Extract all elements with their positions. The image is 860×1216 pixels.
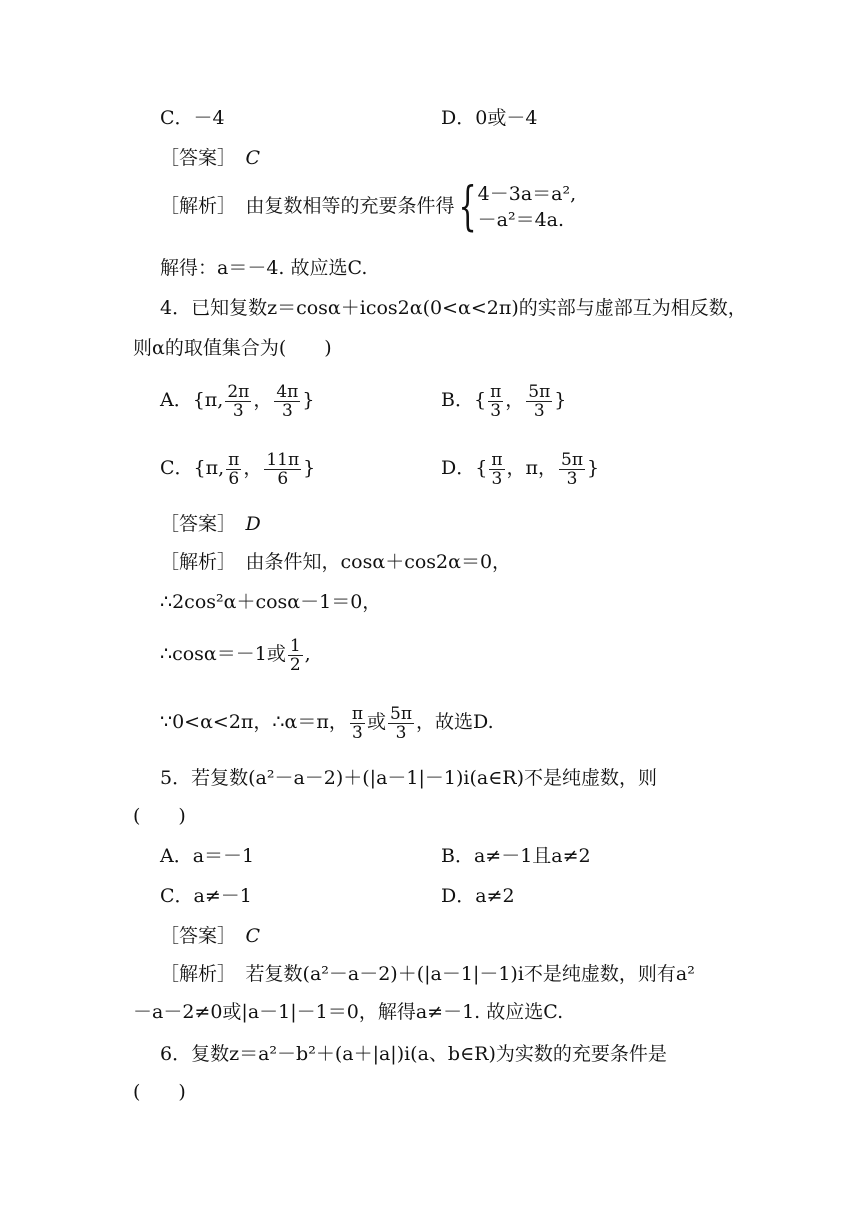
option-prefix: A．{π, — [160, 389, 224, 411]
fraction — [488, 383, 503, 420]
separator: ，π， — [506, 457, 558, 479]
analysis-text: 若复数(a²－a－2)＋(|a－1|－1)i不是纯虚数，则有a² — [245, 963, 695, 985]
numerator: 5π — [390, 703, 413, 724]
numerator: 5π — [561, 449, 584, 470]
q5-option-a: A．a＝－1 — [160, 845, 255, 867]
denominator: 3 — [352, 722, 363, 743]
fraction — [274, 383, 300, 420]
equation-system — [478, 181, 577, 233]
q6-stem-line2: ( ) — [133, 1081, 186, 1103]
answer-value: C — [245, 925, 261, 947]
q6-stem-line1: 6．复数z＝a²－b²＋(a＋|a|)i(a、b∈R)为实数的充要条件是 — [160, 1043, 667, 1065]
q4-analysis — [160, 550, 511, 574]
numerator: π — [491, 449, 503, 470]
step-text: ∵0<α<2π，∴α＝π， — [160, 711, 348, 733]
q5-stem-line1: 5．若复数(a²－a－2)＋(|a－1|－1)i(a∈R)不是纯虚数，则 — [160, 767, 658, 789]
separator: ， — [505, 389, 525, 411]
q4-stem-line1: 4．已知复数z＝cosα＋icos2α(0<α<2π)的实部与虚部互为相反数， — [160, 297, 747, 319]
fraction — [388, 705, 414, 742]
answer-value: C — [245, 147, 261, 169]
close-brace: } — [587, 457, 600, 479]
answer-label: ［答案］ — [160, 925, 227, 947]
step-text: ，故选D. — [416, 711, 494, 733]
q3-option-c: C．－4 — [160, 107, 225, 129]
step-text: , — [304, 643, 311, 665]
answer-value: D — [245, 513, 261, 535]
separator: ， — [243, 457, 263, 479]
step-text: 或 — [367, 711, 387, 733]
numerator: 5π — [528, 381, 551, 402]
q4-step-2 — [160, 632, 311, 676]
numerator: π — [490, 381, 502, 402]
numerator: π — [228, 449, 240, 470]
q4-option-d — [441, 446, 599, 490]
numerator: 11π — [266, 449, 300, 470]
fraction — [226, 451, 241, 488]
denominator: 3 — [490, 400, 502, 421]
q5-analysis-line1 — [160, 962, 695, 986]
q5-option-c: C．a≠－1 — [160, 885, 252, 907]
step-text: ∴cosα＝－1或 — [160, 643, 286, 665]
analysis-label: ［解析］ — [160, 551, 227, 573]
left-brace: { — [457, 177, 477, 237]
q4-option-c — [160, 446, 315, 490]
q4-stem-line2: 则α的取值集合为( ) — [133, 337, 332, 359]
numerator: π — [351, 703, 364, 724]
analysis-text: 由复数相等的充要条件得 — [245, 195, 455, 217]
denominator: 3 — [232, 400, 244, 421]
analysis-text: 由条件知，cosα＋cos2α＝0， — [245, 551, 512, 573]
q5-answer-line — [160, 924, 260, 948]
fraction — [350, 705, 365, 742]
q4-step-3 — [160, 700, 494, 744]
fraction — [288, 637, 303, 674]
analysis-label: ［解析］ — [160, 963, 227, 985]
fraction — [225, 383, 251, 420]
q4-answer-line — [160, 512, 261, 536]
close-brace: } — [302, 389, 315, 411]
fraction — [489, 451, 504, 488]
separator: ， — [253, 389, 273, 411]
answer-label: ［答案］ — [160, 513, 227, 535]
denominator: 3 — [491, 468, 503, 489]
denominator: 3 — [395, 722, 407, 743]
q3-solution: 解得：a＝－4. 故应选C. — [160, 257, 368, 279]
denominator: 3 — [281, 400, 293, 421]
numerator: 4π — [276, 381, 299, 402]
q4-option-b — [441, 378, 566, 422]
denominator: 3 — [533, 400, 545, 421]
q5-option-b: B．a≠－1且a≠2 — [441, 845, 591, 867]
denominator: 2 — [289, 654, 301, 675]
fraction — [264, 451, 301, 488]
fraction — [559, 451, 585, 488]
answer-label: ［答案］ — [160, 147, 227, 169]
analysis-label: ［解析］ — [160, 195, 227, 217]
q3-analysis — [160, 177, 577, 237]
q4-step-1: ∴2cos²α＋cosα－1＝0， — [160, 591, 382, 613]
option-prefix: C．{π, — [160, 457, 225, 479]
q5-stem-line2: ( ) — [133, 805, 186, 827]
close-brace: } — [303, 457, 316, 479]
option-prefix: B．{ — [441, 389, 487, 411]
fraction — [526, 383, 552, 420]
q5-analysis-line2: －a－2≠0或|a－1|－1＝0，解得a≠－1. 故应选C. — [133, 1001, 564, 1023]
option-prefix: D．{ — [441, 457, 488, 479]
denominator: 3 — [566, 468, 578, 489]
q3-answer-line — [160, 146, 260, 170]
denominator: 6 — [277, 468, 289, 489]
q3-option-d: D．0或－4 — [441, 107, 538, 129]
numerator: 1 — [289, 635, 301, 656]
q5-option-d: D．a≠2 — [441, 885, 515, 907]
denominator: 6 — [228, 468, 240, 489]
q4-option-a — [160, 378, 314, 422]
equation-1: 4－3a＝a², — [477, 183, 577, 205]
equation-2: －a²＝4a. — [477, 209, 565, 231]
numerator: 2π — [227, 381, 250, 402]
close-brace: } — [554, 389, 567, 411]
